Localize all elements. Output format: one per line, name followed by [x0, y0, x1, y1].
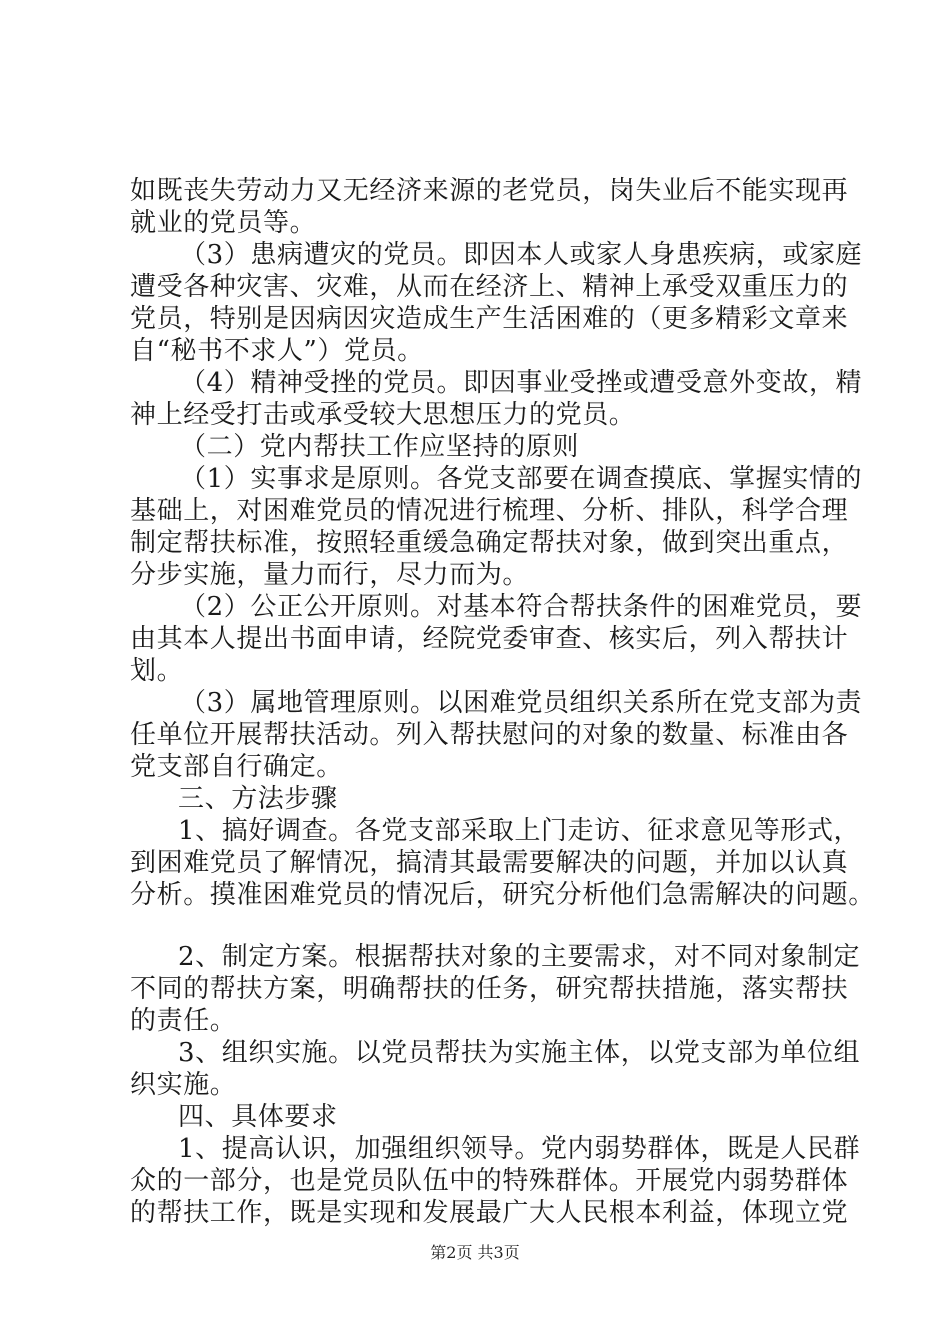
text-line: 分步实施，量力而行，尽力而为。: [130, 560, 530, 590]
text-line: （1）实事求是原则。各党支部要在调查摸底、掌握实情的: [180, 464, 863, 494]
text-line: 制定帮扶标准，按照轻重缓急确定帮扶对象，做到突出重点，: [130, 528, 849, 558]
text-line: 党员，特别是因病因灾造成生产生活困难的（更多精彩文章来: [130, 304, 849, 334]
text-line: 划。: [130, 656, 184, 686]
text-line: 的帮扶工作，既是实现和发展最广大人民根本利益，体现立党: [130, 1198, 849, 1228]
text-line: 任单位开展帮扶活动。列入帮扶慰问的对象的数量、标准由各: [130, 720, 849, 750]
text-line: 分析。摸准困难党员的情况后，研究分析他们急需解决的问题。: [130, 880, 875, 910]
text-line: 党支部自行确定。: [130, 752, 343, 782]
text-line: 神上经受打击或承受较大思想压力的党员。: [130, 400, 636, 430]
text-line: （4）精神受挫的党员。即因事业受挫或遭受意外变故，精: [180, 368, 863, 398]
text-line: （3）患病遭灾的党员。即因本人或家人身患疾病，或家庭: [180, 240, 863, 270]
text-line: （3）属地管理原则。以困难党员组织关系所在党支部为责: [180, 688, 863, 718]
text-line: 2、制定方案。根据帮扶对象的主要需求，对不同对象制定: [178, 942, 861, 972]
section-heading: 四、具体要求: [178, 1102, 338, 1132]
text-line: 不同的帮扶方案，明确帮扶的任务，研究帮扶措施，落实帮扶: [130, 974, 849, 1004]
text-line: 由其本人提出书面申请，经院党委审查、核实后，列入帮扶计: [130, 624, 849, 654]
text-line: 遭受各种灾害、灾难，从而在经济上、精神上承受双重压力的: [130, 272, 849, 302]
text-line: （2）公正公开原则。对基本符合帮扶条件的困难党员，要: [180, 592, 863, 622]
text-line: 1、提高认识，加强组织领导。党内弱势群体，既是人民群: [178, 1134, 861, 1164]
page-footer: 第2页 共3页: [430, 1243, 520, 1262]
text-line: 众的一部分，也是党员队伍中的特殊群体。开展党内弱势群体: [130, 1166, 849, 1196]
text-line: 就业的党员等。: [130, 208, 317, 238]
text-line: 的责任。: [130, 1006, 237, 1036]
text-line: 1、搞好调查。各党支部采取上门走访、征求意见等形式，: [178, 816, 861, 846]
section-heading: （二）党内帮扶工作应坚持的原则: [180, 432, 580, 462]
text-line: 3、组织实施。以党员帮扶为实施主体，以党支部为单位组: [178, 1038, 861, 1068]
text-line: 织实施。: [130, 1070, 237, 1100]
text-line: 自“秘书不求人”）党员。: [130, 336, 424, 366]
section-heading: 三、方法步骤: [178, 784, 338, 814]
text-line: 如既丧失劳动力又无经济来源的老党员，岗失业后不能实现再: [130, 176, 849, 206]
text-line: 基础上，对困难党员的情况进行梳理、分析、排队，科学合理: [130, 496, 849, 526]
text-line: 到困难党员了解情况，搞清其最需要解决的问题，并加以认真: [130, 848, 849, 878]
